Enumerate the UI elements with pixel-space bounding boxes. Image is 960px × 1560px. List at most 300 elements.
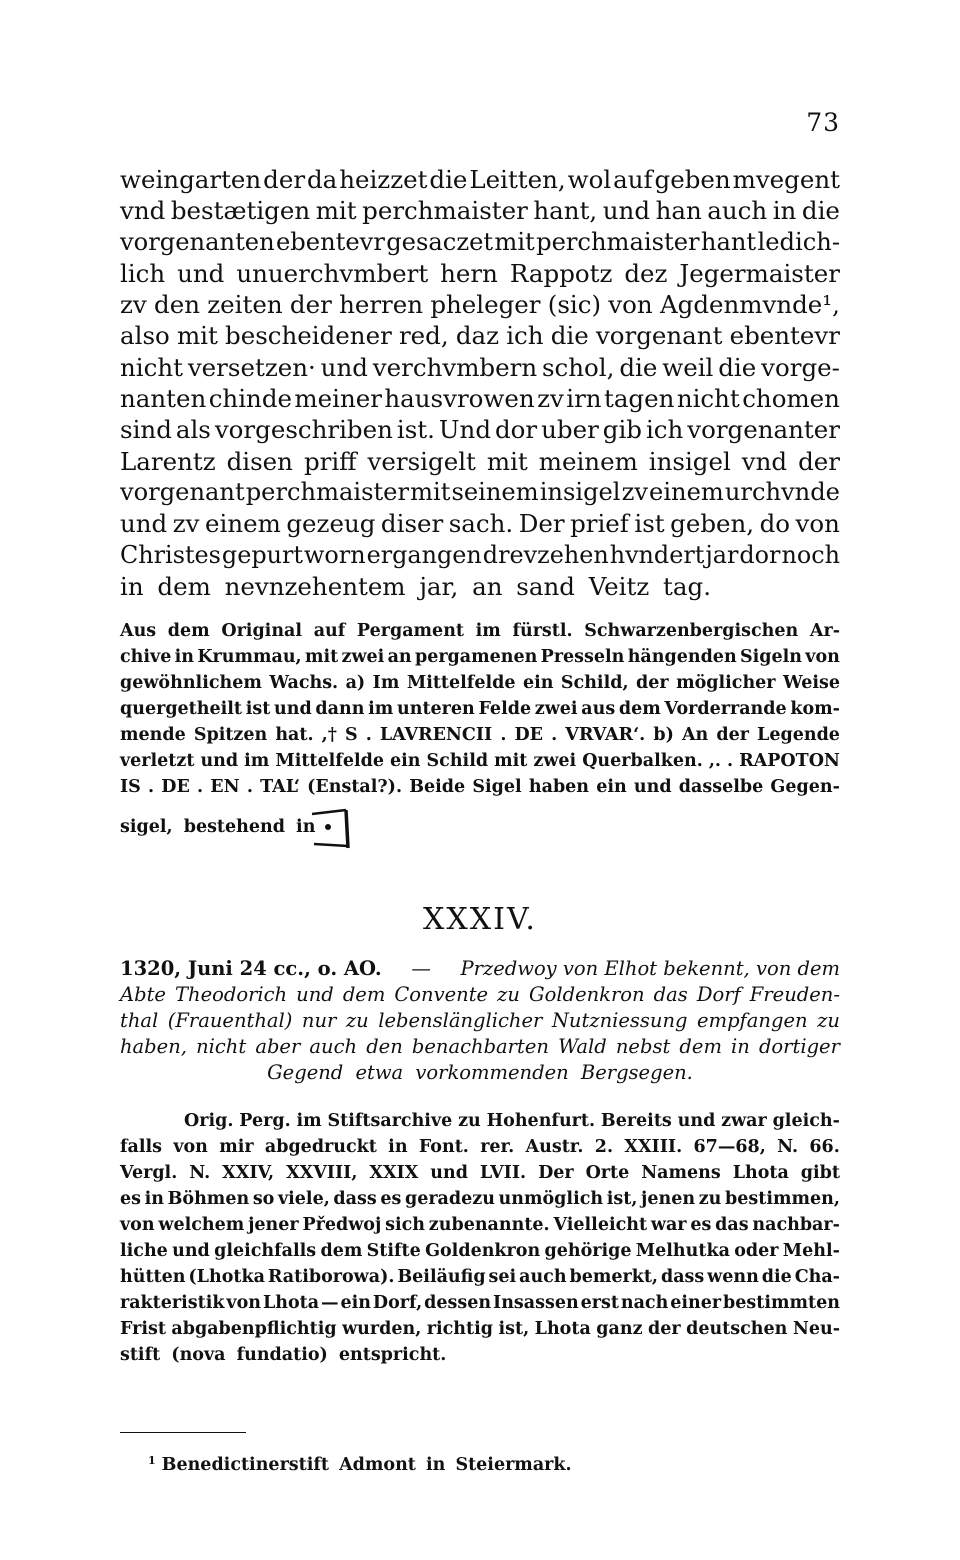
word: daz — [455, 321, 500, 351]
word: nanten — [120, 384, 207, 414]
word: auf — [613, 165, 653, 194]
word: . — [727, 751, 734, 771]
word: zeiten — [207, 290, 283, 320]
word: benachbarten — [411, 1035, 549, 1058]
word: chomen — [742, 384, 840, 414]
word: 66. — [809, 1137, 840, 1157]
word: gleichfalls — [214, 1241, 317, 1261]
word: Perg. — [239, 1111, 291, 1131]
word: a) — [345, 673, 366, 693]
heading-date: 1320, Juni 24 cc., o. AO. — [120, 957, 382, 980]
word: Sigeln — [739, 647, 802, 667]
word: jar — [705, 540, 739, 569]
word: und — [602, 196, 651, 226]
word: dessen — [424, 1293, 492, 1313]
word: kom- — [790, 699, 840, 719]
word: zubenannte. — [428, 1215, 550, 1235]
word: es — [120, 1189, 141, 1209]
word: abgedruckt — [264, 1137, 377, 1157]
word: Weise — [782, 673, 840, 693]
word: Namens — [641, 1163, 721, 1183]
word: IS — [120, 777, 141, 797]
word: so — [252, 1189, 275, 1209]
note-line — [120, 670, 840, 696]
word: dor — [494, 415, 538, 445]
word: nicht — [676, 384, 740, 414]
word: gehörige — [544, 1241, 632, 1261]
word: von — [608, 290, 653, 320]
word: abgabenpflichtig — [171, 1319, 337, 1339]
word: Hohenfurt. — [486, 1111, 596, 1131]
word: und — [677, 1111, 716, 1131]
word: ist — [245, 699, 271, 719]
word: viele, — [277, 1189, 330, 1209]
word: der — [263, 165, 306, 194]
word: worn — [303, 540, 366, 569]
word: versetzen· — [187, 352, 316, 382]
word: lebenslänglicher — [378, 1009, 543, 1032]
word: . — [197, 777, 204, 797]
word: da — [306, 165, 338, 194]
word: das — [653, 983, 688, 1006]
word: Vergl. — [120, 1163, 178, 1183]
word: weil — [662, 352, 714, 382]
main-text-line — [120, 227, 840, 258]
word: gibt — [800, 1163, 840, 1183]
word: vorgenanter — [687, 415, 840, 445]
word: Neu- — [792, 1319, 840, 1339]
word: Beiläufig — [397, 1267, 486, 1287]
word: ich — [506, 321, 544, 351]
word: Ratiborowa). — [267, 1267, 395, 1287]
word: mit — [494, 227, 535, 256]
word: N. — [777, 1137, 799, 1157]
word: als — [175, 415, 211, 445]
word: bemerkt, — [569, 1267, 659, 1287]
word: Presseln — [540, 647, 625, 667]
word: in — [731, 1035, 750, 1058]
word: und — [320, 352, 368, 382]
heading-line — [120, 1034, 840, 1060]
word: wurden, — [342, 1319, 422, 1339]
word: Leitten, — [469, 165, 566, 194]
word: RAPOTON — [739, 751, 840, 771]
word: An — [681, 725, 709, 745]
word: Querbalken. — [582, 751, 703, 771]
word: XXIII. — [624, 1137, 683, 1157]
word: zu — [497, 983, 520, 1006]
word: geben — [654, 165, 731, 194]
word: red, — [398, 321, 449, 351]
word: im — [244, 751, 270, 771]
document-heading — [120, 956, 840, 1086]
word: zv — [172, 509, 200, 539]
word: mende — [120, 725, 186, 745]
word: zu — [698, 1189, 722, 1209]
word: auch — [707, 196, 768, 226]
word: Christes — [120, 540, 221, 569]
word: perchmaister — [245, 477, 409, 506]
word: rakteristik — [120, 1293, 225, 1313]
word: Böhmen — [167, 1189, 250, 1209]
word: und — [430, 1163, 468, 1183]
note-line — [120, 1160, 840, 1186]
word: nicht — [120, 352, 183, 382]
word: Vielleicht — [553, 1215, 648, 1235]
word: verletzt — [120, 751, 195, 771]
word: Stiftsarchive — [327, 1111, 453, 1131]
word: ein — [390, 751, 421, 771]
word: von — [795, 509, 840, 539]
word: weingarten — [120, 165, 262, 194]
word: nicht — [196, 1035, 247, 1058]
word: sach. — [448, 509, 514, 539]
word: (Frauenthal) — [167, 1009, 293, 1032]
word: Goldenkron — [529, 983, 645, 1006]
word: gewöhnlichem — [120, 673, 262, 693]
word: hant, — [533, 196, 598, 226]
word: zwei — [533, 751, 577, 771]
word: mit — [410, 477, 451, 506]
word: dann — [315, 699, 365, 719]
word: Mehl- — [782, 1241, 840, 1261]
word: bestimmten — [723, 1293, 840, 1313]
word: rer. — [480, 1137, 515, 1157]
word: welchem — [158, 1215, 245, 1235]
word: aus — [581, 699, 616, 719]
note-line — [120, 1212, 840, 1238]
word: die — [761, 1267, 792, 1287]
word: Pergament — [356, 621, 464, 641]
word: auf — [313, 621, 346, 641]
word: ein — [340, 1293, 371, 1313]
word: der — [289, 290, 332, 320]
heading-line-text: Przedwoy von Elhot bekennt, von dem — [460, 957, 840, 980]
word: herren — [339, 290, 424, 320]
word: im — [296, 1111, 322, 1131]
footnote-text: Benedictinerstift Admont in Steiermark. — [161, 1455, 572, 1475]
word: TAL‘ — [260, 777, 300, 797]
word: und — [274, 699, 312, 719]
word: Felde — [478, 699, 532, 719]
word: empfangen — [697, 1009, 808, 1032]
word: gezeug — [286, 509, 376, 539]
footnote — [148, 1448, 572, 1478]
main-text-line — [120, 414, 840, 445]
word: Jegermaister — [679, 258, 840, 288]
main-text-line — [120, 320, 840, 351]
document-number: XXXIV. — [423, 902, 537, 937]
word: Lhota — [732, 1163, 789, 1183]
word: Bereits — [600, 1111, 672, 1131]
word: aber — [255, 1035, 301, 1058]
word: falls — [120, 1137, 163, 1157]
word: zu — [458, 1111, 481, 1131]
word: urchvnde — [724, 477, 840, 506]
word: disen — [226, 446, 293, 476]
main-text-line — [120, 383, 840, 414]
word: Mittelfelde — [406, 673, 516, 693]
note-line — [120, 722, 840, 748]
word: auch — [309, 1035, 358, 1058]
heading-dash: — — [411, 957, 431, 980]
word: Beide — [409, 777, 466, 797]
seal-symbol-icon — [306, 804, 356, 850]
word: . — [365, 725, 372, 745]
main-text — [120, 164, 840, 602]
word: sei — [488, 1267, 517, 1287]
word: mit — [304, 647, 339, 667]
word: insigel — [648, 446, 731, 476]
word: unteren — [397, 699, 475, 719]
word: Larentz — [120, 446, 216, 476]
main-text-line — [120, 195, 840, 226]
word: von — [120, 1215, 155, 1235]
word: — — [321, 1293, 339, 1313]
word: in — [772, 196, 797, 226]
word: perchmaister — [362, 196, 528, 226]
word: dor — [739, 540, 781, 569]
word: Rappotz — [509, 258, 613, 288]
word: ledich- — [757, 227, 840, 256]
word: ein — [522, 673, 554, 693]
note-line: stift (nova fundatio) entspricht. — [120, 1345, 447, 1365]
word: Schild, — [560, 673, 629, 693]
word: der — [716, 725, 749, 745]
word: do — [759, 509, 791, 539]
word: unuerchvmbert — [236, 258, 429, 288]
word: N. — [189, 1163, 211, 1183]
word: dem — [618, 699, 661, 719]
word: Mittelfelde — [275, 751, 384, 771]
word: geben, — [670, 509, 755, 539]
word: in — [174, 647, 195, 667]
word: Austr. — [525, 1137, 584, 1157]
word: ist. — [396, 415, 435, 445]
word: oder — [734, 1241, 779, 1261]
word: lich — [120, 258, 166, 288]
word: Wald — [558, 1035, 607, 1058]
word: Der — [538, 1163, 574, 1183]
word: Vorderrande — [664, 699, 787, 719]
word: zv — [537, 384, 564, 414]
word: Krummau, — [197, 647, 302, 667]
word: hat. — [275, 725, 314, 745]
word: ist — [634, 509, 665, 539]
word: chive — [120, 647, 172, 667]
note-line — [120, 1134, 840, 1160]
word: gib — [602, 415, 642, 445]
word: Im — [372, 673, 400, 693]
word: Freuden- — [749, 983, 840, 1006]
word: insigel — [539, 477, 621, 506]
word: Dorf, — [372, 1293, 423, 1313]
word: . — [551, 725, 558, 745]
word: Schwarzenbergischen — [584, 621, 799, 641]
heading-line: Gegend etwa vorkommenden Bergsegen. — [267, 1061, 693, 1084]
word: 67—68, — [693, 1137, 766, 1157]
word: Abte — [120, 983, 166, 1006]
word: Legende — [757, 725, 840, 745]
word: seinem — [451, 477, 539, 506]
footnote-rule — [120, 1432, 246, 1433]
word: vorgenant — [120, 477, 245, 506]
word: ebentevr — [729, 321, 840, 351]
note-line — [120, 696, 840, 722]
word: Goldenkron — [425, 1241, 541, 1261]
word: erst — [580, 1293, 619, 1313]
word: XXVIII, — [286, 1163, 358, 1183]
word: Předwoj — [302, 1215, 382, 1235]
note-line — [120, 618, 840, 644]
word: in — [144, 1189, 164, 1209]
word: den — [154, 290, 200, 320]
word: bescheidener — [225, 321, 392, 351]
word: quergetheilt — [120, 699, 243, 719]
word: schol, — [541, 352, 615, 382]
main-text-line — [120, 352, 840, 383]
word: EN — [210, 777, 240, 797]
main-text-line — [120, 258, 840, 289]
word: dass — [660, 1267, 705, 1287]
word: ein — [596, 777, 627, 797]
word: und — [633, 777, 672, 797]
word: dasselbe — [678, 777, 764, 797]
word: mir — [219, 1137, 254, 1157]
word: 2. — [594, 1137, 614, 1157]
word: dem — [320, 1241, 363, 1261]
page-number: 73 — [806, 108, 840, 137]
word: hängenden — [627, 647, 737, 667]
word: dortiger — [758, 1035, 840, 1058]
word: meiner — [294, 384, 382, 414]
word: fürstl. — [512, 621, 573, 641]
word: gesaczet — [386, 227, 494, 256]
word: LVII. — [479, 1163, 527, 1183]
word: haben, — [120, 1035, 187, 1058]
word: dez — [624, 258, 668, 288]
word: vorgenanten — [120, 227, 275, 256]
word: Cha- — [794, 1267, 840, 1287]
word: liche — [120, 1241, 168, 1261]
word: zwar — [721, 1111, 767, 1131]
word: Agdenmvnde¹, — [659, 290, 840, 320]
word: perchmaister — [536, 227, 700, 256]
word: diser — [380, 509, 444, 539]
word: drevzehen — [482, 540, 609, 569]
word: XXIV, — [222, 1163, 275, 1183]
word: den — [366, 1035, 403, 1058]
word: Orig. — [184, 1111, 234, 1131]
word: hant — [700, 227, 757, 256]
word: Gegen- — [770, 777, 840, 797]
note-line — [120, 774, 840, 800]
word: Stifte — [366, 1241, 421, 1261]
word: möglicher — [676, 673, 776, 693]
word: zu — [345, 1009, 369, 1032]
word: pheleger — [430, 290, 541, 320]
main-text-line — [120, 164, 840, 195]
word: bestætigen — [170, 196, 311, 226]
word: der — [798, 446, 840, 476]
word: bestimmen, — [725, 1189, 840, 1209]
word: Convente — [394, 983, 489, 1006]
word: vorgeschriben — [214, 415, 393, 445]
word: zwei — [534, 699, 578, 719]
word: ,. — [708, 751, 722, 771]
word: dem — [167, 621, 210, 641]
word: vnd — [741, 446, 788, 476]
word: hausvrowen — [384, 384, 535, 414]
word: es — [380, 1189, 402, 1209]
note-line — [120, 748, 840, 774]
word: hern — [440, 258, 498, 288]
word: meinem — [538, 446, 638, 476]
word: chinde — [208, 384, 293, 414]
word: ergangen — [366, 540, 482, 569]
word: Dorf — [696, 983, 741, 1006]
word: mit — [494, 751, 528, 771]
word: der — [648, 1319, 681, 1339]
note-line — [120, 644, 840, 670]
word: Wachs. — [269, 673, 339, 693]
word: in — [388, 1137, 408, 1157]
word: mit — [315, 196, 357, 226]
heading-line — [120, 956, 840, 982]
word: Nutzniessung — [551, 1009, 688, 1032]
main-text-line: in dem nevnzehentem jar, an sand Veitz tag. — [120, 571, 711, 601]
word: von — [173, 1137, 208, 1157]
word: Aus — [120, 621, 157, 641]
word: gleich- — [772, 1111, 840, 1131]
word: zwei — [341, 647, 385, 667]
word: Font. — [418, 1137, 469, 1157]
word: . — [500, 725, 507, 745]
word: nach — [620, 1293, 669, 1313]
word: einer — [670, 1293, 722, 1313]
word: deutschen — [686, 1319, 788, 1339]
word: uber — [541, 415, 599, 445]
word: priff — [303, 446, 357, 476]
word: (Enstal?). — [307, 777, 403, 797]
note-line — [120, 1316, 840, 1342]
word: es — [690, 1215, 712, 1235]
word: im — [368, 699, 394, 719]
word: jener — [248, 1215, 299, 1235]
word: DE — [514, 725, 543, 745]
word: Sigel — [472, 777, 522, 797]
word: dem — [679, 1035, 722, 1058]
word: ist, — [606, 1189, 638, 1209]
note-line — [120, 1238, 840, 1264]
sigel-line — [120, 804, 840, 852]
main-text-line — [120, 508, 840, 539]
word: und — [177, 258, 225, 288]
word: ,† — [321, 725, 337, 745]
word: VRVAR‘. — [565, 725, 646, 745]
word: Orte — [585, 1163, 630, 1183]
word: unmöglich — [498, 1189, 604, 1209]
word: irn — [566, 384, 602, 414]
word: jenen — [641, 1189, 696, 1209]
main-text-line — [120, 289, 840, 320]
word: Der — [518, 509, 565, 539]
word: vorgenant — [595, 321, 723, 351]
word: Spitzen — [193, 725, 268, 745]
word: verchvmbern — [372, 352, 538, 382]
word: Melhutka — [635, 1241, 730, 1261]
note-line — [120, 1186, 840, 1212]
